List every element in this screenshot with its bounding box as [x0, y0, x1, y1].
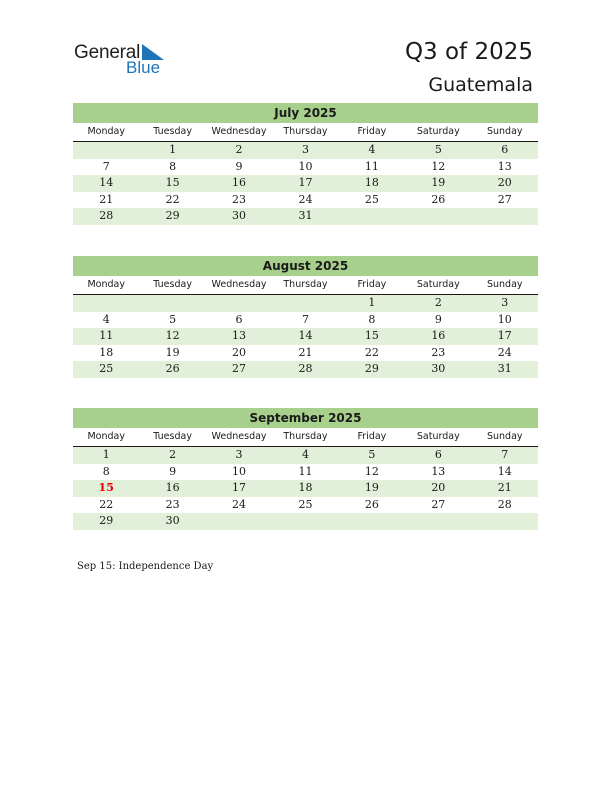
holiday-note: Sep 15: Independence Day	[77, 561, 214, 572]
day-cell: 17	[497, 329, 512, 342]
day-cell: 25	[99, 362, 114, 375]
week-row	[73, 480, 538, 497]
logo-text-blue: Blue	[126, 58, 161, 77]
day-cell: 20	[431, 481, 446, 494]
day-cell: 5	[368, 448, 376, 461]
weekday-label: Friday	[357, 126, 387, 137]
week-row	[73, 345, 538, 362]
day-cell	[405, 513, 471, 530]
day-cell: 22	[364, 345, 379, 359]
weekday-label: Monday	[87, 126, 125, 137]
week-row	[73, 312, 538, 329]
week-row	[73, 361, 538, 378]
day-cell: 17	[232, 481, 247, 494]
weekday-label: Friday	[357, 431, 387, 442]
weekday-label: Monday	[87, 279, 125, 290]
day-cell: 16	[165, 481, 180, 494]
day-cell: 2	[434, 296, 442, 309]
day-cell: 11	[99, 329, 114, 342]
day-cell: 12	[364, 464, 379, 478]
month-title: July 2025	[73, 103, 538, 123]
day-cell: 3	[501, 296, 509, 309]
day-cell: 20	[497, 176, 512, 189]
day-cell: 3	[235, 448, 243, 461]
day-cell: 14	[99, 176, 114, 189]
page-title: Q3 of 2025	[404, 39, 533, 65]
month-calendar	[73, 408, 538, 530]
day-cell: 25	[364, 192, 379, 206]
day-cell: 18	[99, 345, 114, 359]
day-cell: 30	[232, 209, 247, 222]
day-cell: 15	[165, 176, 180, 189]
day-cell: 20	[232, 345, 247, 359]
day-cell: 29	[99, 514, 114, 527]
day-cell: 13	[232, 329, 247, 342]
day-cell: 3	[301, 143, 309, 156]
week-row	[73, 328, 538, 345]
day-cell: 24	[232, 497, 247, 511]
day-cell: 12	[431, 159, 446, 173]
weekday-header-row	[73, 124, 538, 142]
day-cell: 18	[364, 176, 379, 189]
day-cell: 15	[364, 329, 379, 342]
day-cell: 21	[497, 481, 512, 494]
day-cell: 6	[501, 143, 509, 156]
weekday-label: Monday	[87, 431, 125, 442]
day-cell: 16	[232, 176, 247, 189]
day-cell: 2	[169, 448, 177, 461]
day-cell: 24	[497, 345, 512, 359]
week-row	[73, 497, 538, 514]
day-cell: 21	[298, 345, 313, 359]
day-cell: 23	[165, 497, 180, 511]
day-cell: 31	[298, 209, 313, 222]
week-row	[73, 513, 538, 530]
day-cell: 11	[298, 464, 313, 478]
day-cell: 4	[102, 312, 110, 326]
holiday-day-cell: 15	[98, 481, 114, 494]
day-cell: 6	[434, 448, 442, 461]
day-cell: 29	[165, 209, 180, 222]
day-cell: 27	[232, 362, 247, 375]
day-cell: 8	[169, 159, 177, 173]
weekday-header-row	[73, 277, 538, 295]
day-cell: 30	[165, 514, 180, 527]
day-cell: 28	[497, 497, 512, 511]
month-calendar	[73, 103, 538, 225]
day-cell: 5	[434, 143, 442, 156]
day-cell: 22	[99, 497, 114, 511]
day-cell: 7	[102, 159, 110, 173]
week-row	[73, 192, 538, 209]
day-cell: 4	[301, 448, 309, 461]
weekday-label: Wednesday	[211, 126, 267, 137]
weekday-label: Tuesday	[153, 126, 192, 137]
day-cell: 11	[364, 159, 379, 173]
day-cell: 25	[298, 497, 313, 511]
day-cell: 14	[497, 464, 512, 478]
day-cell: 18	[298, 481, 313, 494]
weekday-label: Sunday	[486, 126, 523, 137]
day-cell	[139, 295, 205, 312]
month-title: August 2025	[73, 256, 538, 276]
day-cell	[339, 208, 405, 225]
title-block	[405, 38, 533, 98]
day-cell: 10	[298, 159, 313, 173]
week-row	[73, 464, 538, 481]
day-cell	[472, 513, 538, 530]
day-cell: 7	[501, 448, 509, 461]
day-cell: 27	[431, 497, 446, 511]
day-cell: 5	[169, 312, 177, 326]
day-cell	[272, 513, 338, 530]
day-cell: 1	[368, 296, 376, 309]
day-cell	[206, 295, 272, 312]
day-cell: 26	[165, 362, 180, 375]
weekday-label: Sunday	[486, 279, 523, 290]
day-cell: 31	[497, 362, 512, 375]
month-title: September 2025	[73, 408, 538, 428]
weekday-label: Wednesday	[211, 431, 267, 442]
day-cell	[272, 295, 338, 312]
day-cell: 12	[165, 329, 180, 342]
weekday-label: Thursday	[283, 431, 328, 442]
day-cell: 22	[165, 192, 180, 206]
day-cell: 27	[497, 192, 512, 206]
generalblue-logo	[74, 42, 174, 78]
day-cell: 13	[431, 464, 446, 478]
day-cell: 24	[298, 192, 313, 206]
day-cell: 6	[235, 312, 243, 326]
day-cell	[73, 295, 139, 312]
week-row	[73, 142, 538, 159]
day-cell: 16	[431, 329, 446, 342]
week-row	[73, 159, 538, 176]
day-cell: 10	[232, 464, 247, 478]
day-cell	[73, 142, 139, 159]
week-row	[73, 208, 538, 225]
weekday-label: Saturday	[416, 126, 460, 137]
day-cell: 23	[232, 192, 247, 206]
day-cell	[472, 208, 538, 225]
day-cell: 1	[169, 143, 177, 156]
day-cell: 14	[298, 329, 313, 342]
day-cell: 13	[497, 159, 512, 173]
logo-text-general: General	[74, 42, 141, 63]
weekday-label: Tuesday	[153, 431, 192, 442]
weekday-label: Wednesday	[211, 279, 267, 290]
weekday-label: Thursday	[283, 279, 328, 290]
weekday-label: Friday	[357, 279, 387, 290]
day-cell: 26	[364, 497, 379, 511]
day-cell: 8	[102, 464, 110, 478]
day-cell: 28	[298, 362, 313, 375]
day-cell: 17	[298, 176, 313, 189]
day-cell: 7	[301, 312, 309, 326]
day-cell: 9	[235, 159, 243, 173]
day-cell: 4	[368, 143, 376, 156]
weekday-label: Thursday	[283, 126, 328, 137]
day-cell: 19	[431, 176, 446, 189]
day-cell: 23	[431, 345, 446, 359]
day-cell: 19	[364, 481, 379, 494]
day-cell: 8	[368, 312, 376, 326]
country-name: Guatemala	[428, 74, 533, 96]
day-cell: 29	[364, 362, 379, 375]
weekday-header-row	[73, 429, 538, 447]
day-cell: 2	[235, 143, 243, 156]
weekday-label: Saturday	[416, 279, 460, 290]
day-cell	[405, 208, 471, 225]
day-cell: 10	[497, 312, 512, 326]
week-row	[73, 175, 538, 192]
day-cell: 19	[165, 345, 180, 359]
day-cell	[339, 513, 405, 530]
day-cell: 9	[169, 464, 177, 478]
day-cell: 26	[431, 192, 446, 206]
day-cell: 28	[99, 209, 114, 222]
weekday-label: Saturday	[416, 431, 460, 442]
month-calendar	[73, 256, 538, 378]
day-cell: 1	[102, 448, 110, 461]
week-row	[73, 447, 538, 464]
weekday-label: Tuesday	[153, 279, 192, 290]
day-cell: 21	[99, 192, 114, 206]
day-cell	[206, 513, 272, 530]
day-cell: 9	[434, 312, 442, 326]
week-row	[73, 295, 538, 312]
weekday-label: Sunday	[486, 431, 523, 442]
day-cell: 30	[431, 362, 446, 375]
